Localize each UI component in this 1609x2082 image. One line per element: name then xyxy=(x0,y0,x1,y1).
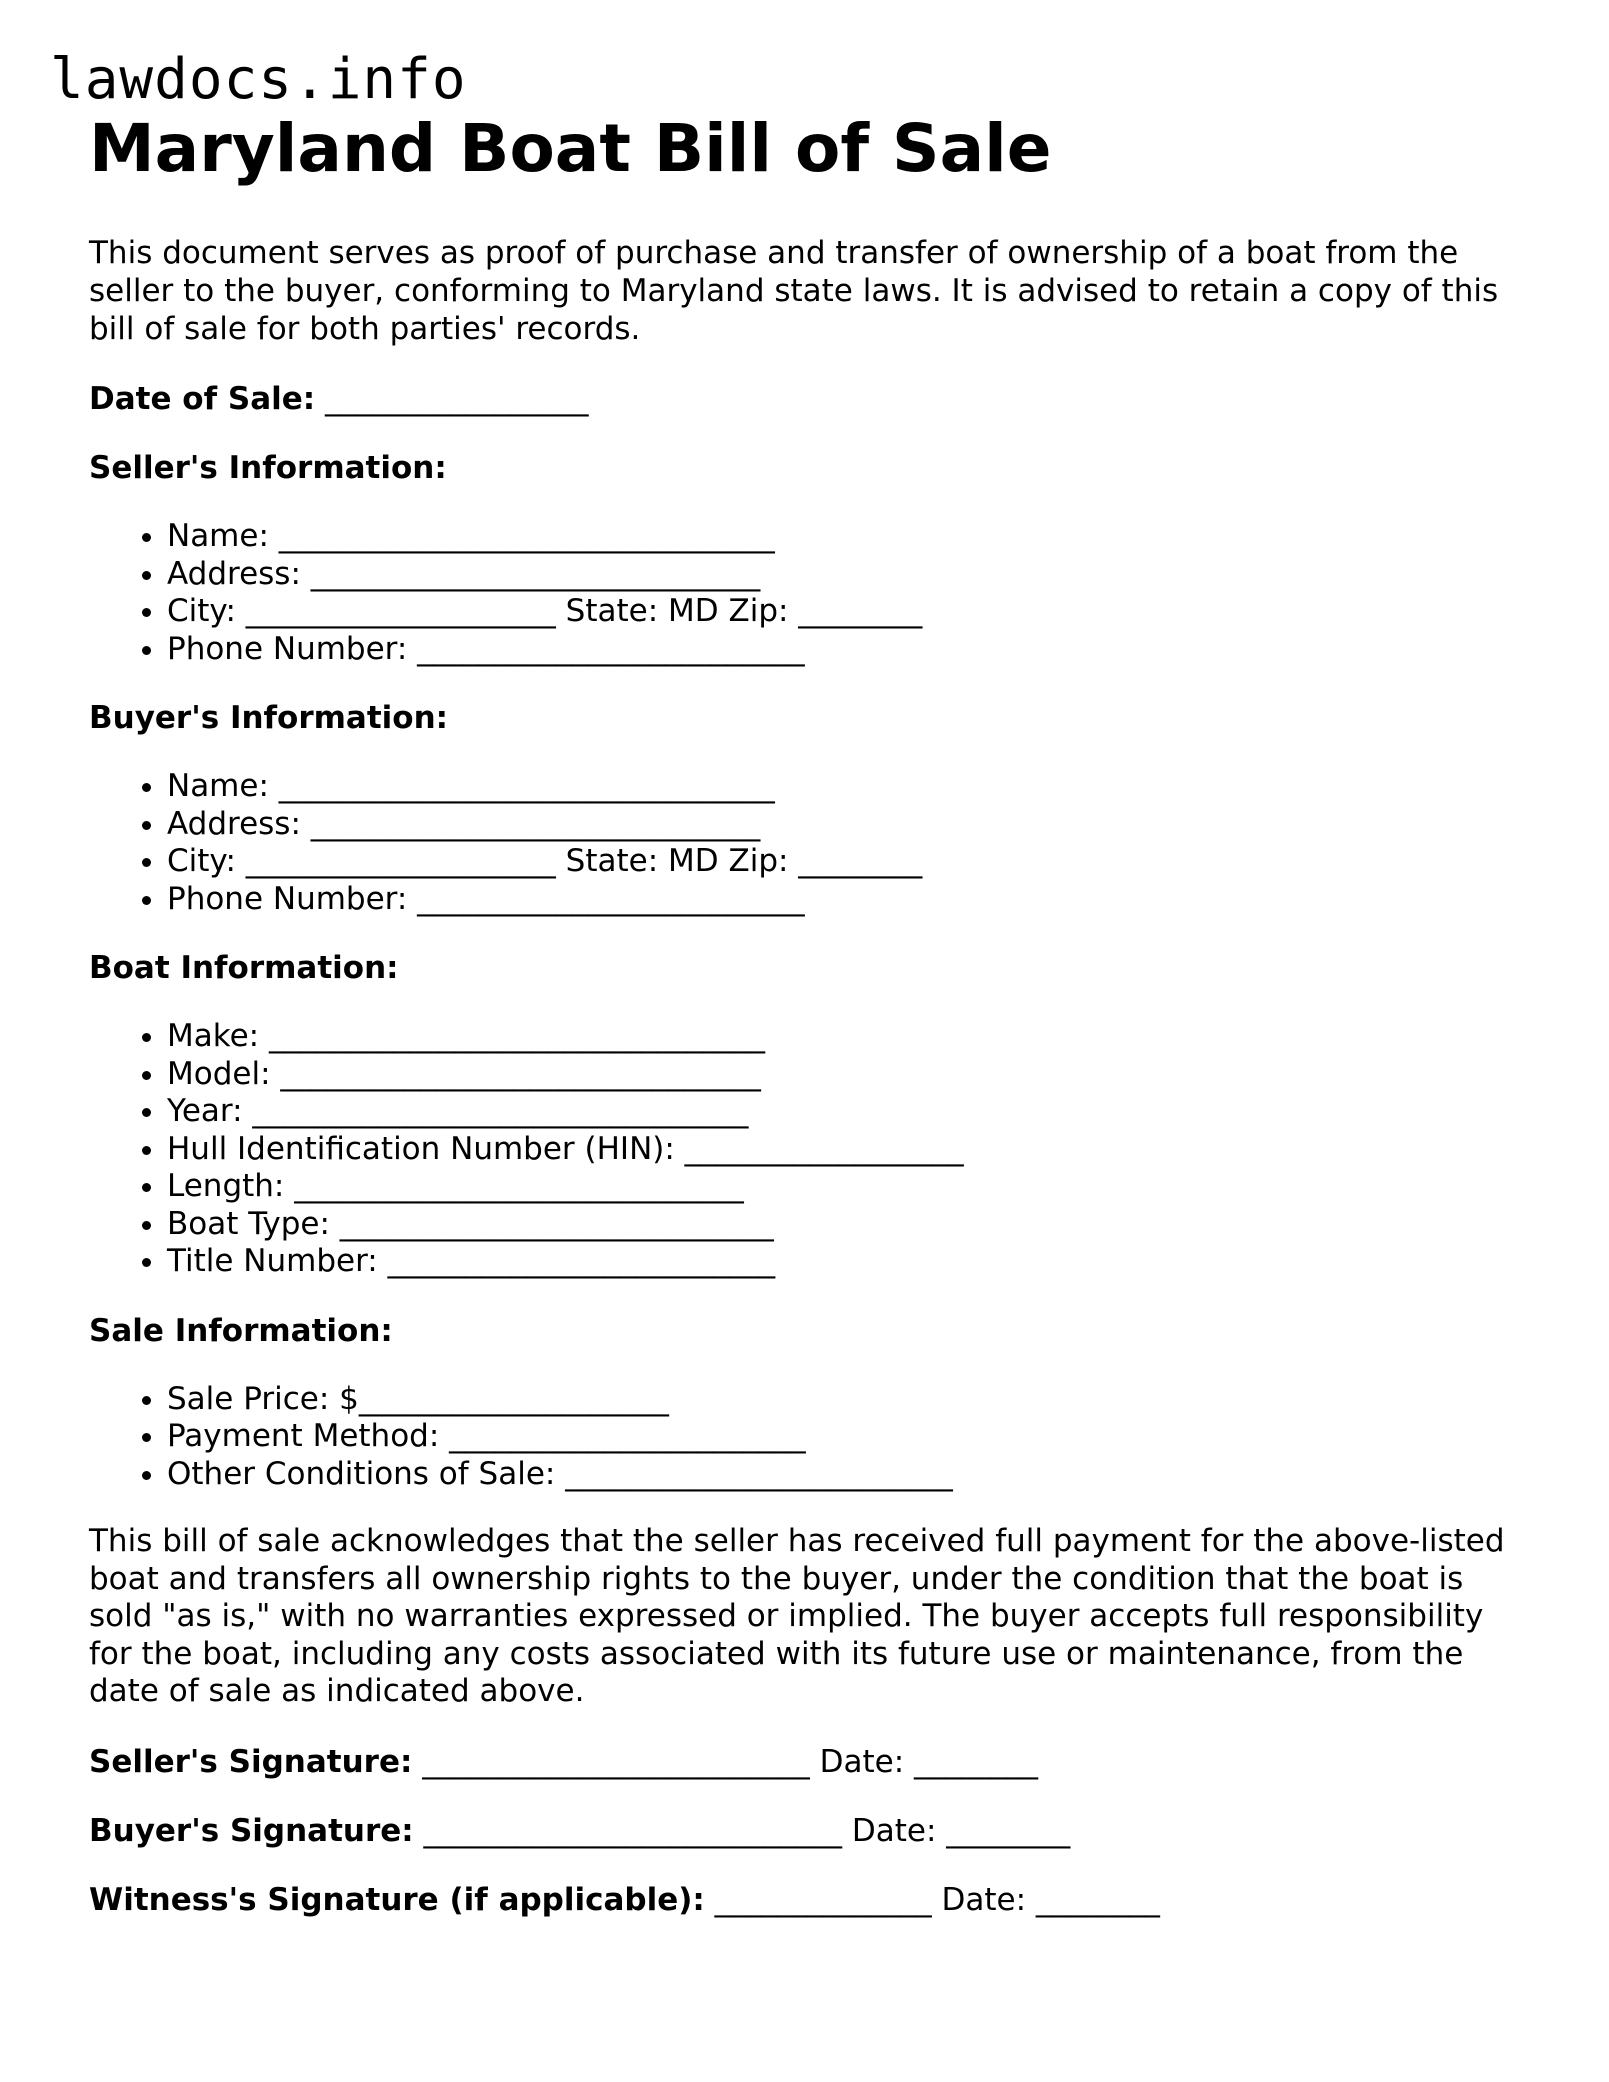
buyer-signature-line xyxy=(89,1812,1529,1850)
closing-paragraph: This bill of sale acknowledges that the seller has received full payment for the above-listed boat and transfers all ownership rights to the buyer, under the condition that the boat is sold "as is," with no warranties expressed or implied. The buyer accepts full responsibility for the boat, including any costs associated with its future use or maintenance, from the date of sale as indicated above. xyxy=(89,1523,1505,1709)
boat-model-field: • Model: _______________________________ xyxy=(167,1056,1529,1094)
witness-signature-label: Witness's Signature (if applicable): xyxy=(89,1881,705,1918)
date-of-sale-label: Date of Sale: xyxy=(89,381,316,417)
intro-paragraph: This document serves as proof of purchase and transfer of ownership of a boat from the seller to the buyer, conforming to Maryland state laws. It is advised to retain a copy of this bill of sale for both parties' records. xyxy=(89,235,1499,347)
other-conditions-field: • Other Conditions of Sale: _________________________ xyxy=(167,1456,1529,1494)
seller-signature-label: Seller's Signature: xyxy=(89,1743,413,1780)
document-page xyxy=(89,108,1529,1919)
sale-price-field: • Sale Price: $____________________ xyxy=(167,1381,1529,1419)
buyer-info-heading: Buyer's Information: xyxy=(89,700,449,736)
document-title: Maryland Boat Bill of Sale xyxy=(89,110,1052,187)
boat-info-heading: Boat Information: xyxy=(89,950,399,986)
sale-info-list xyxy=(89,1381,1529,1494)
boat-hin-field: • Hull Identification Number (HIN): __________________ xyxy=(167,1131,1529,1169)
buyer-city-state-zip-field: • City: ____________________ State: MD Zip: ________ xyxy=(167,843,1529,881)
seller-signature-blank: _________________________ Date: ________ xyxy=(412,1743,1038,1780)
boat-title-number-field: • Title Number: _________________________ xyxy=(167,1243,1529,1281)
boat-length-field: • Length: _____________________________ xyxy=(167,1168,1529,1206)
boat-make-field: • Make: ________________________________ xyxy=(167,1018,1529,1056)
seller-info-list xyxy=(89,518,1529,668)
buyer-signature-blank: ___________________________ Date: ________ xyxy=(413,1812,1071,1849)
seller-info-heading: Seller's Information: xyxy=(89,450,447,486)
buyer-address-field: • Address: _____________________________ xyxy=(167,806,1529,844)
seller-city-state-zip-field: • City: ____________________ State: MD Zip: ________ xyxy=(167,593,1529,631)
witness-signature-blank: ______________ Date: ________ xyxy=(704,1881,1160,1918)
sale-info-heading: Sale Information: xyxy=(89,1312,393,1349)
date-of-sale-blank: _________________ xyxy=(315,381,589,417)
seller-signature-line xyxy=(89,1743,1529,1781)
buyer-info-list xyxy=(89,768,1529,918)
seller-address-field: • Address: _____________________________ xyxy=(167,556,1529,594)
site-watermark: lawdocs.info xyxy=(50,47,467,112)
boat-info-list xyxy=(89,1018,1529,1281)
payment-method-field: • Payment Method: _______________________ xyxy=(167,1418,1529,1456)
buyer-name-field: • Name: ________________________________ xyxy=(167,768,1529,806)
seller-phone-field: • Phone Number: _________________________ xyxy=(167,631,1529,669)
buyer-signature-label: Buyer's Signature: xyxy=(89,1812,414,1849)
buyer-phone-field: • Phone Number: _________________________ xyxy=(167,881,1529,919)
date-of-sale-line xyxy=(89,380,1529,418)
boat-type-field: • Boat Type: ____________________________ xyxy=(167,1206,1529,1244)
boat-year-field: • Year: ________________________________ xyxy=(167,1093,1529,1131)
seller-name-field: • Name: ________________________________ xyxy=(167,518,1529,556)
witness-signature-line xyxy=(89,1881,1529,1919)
